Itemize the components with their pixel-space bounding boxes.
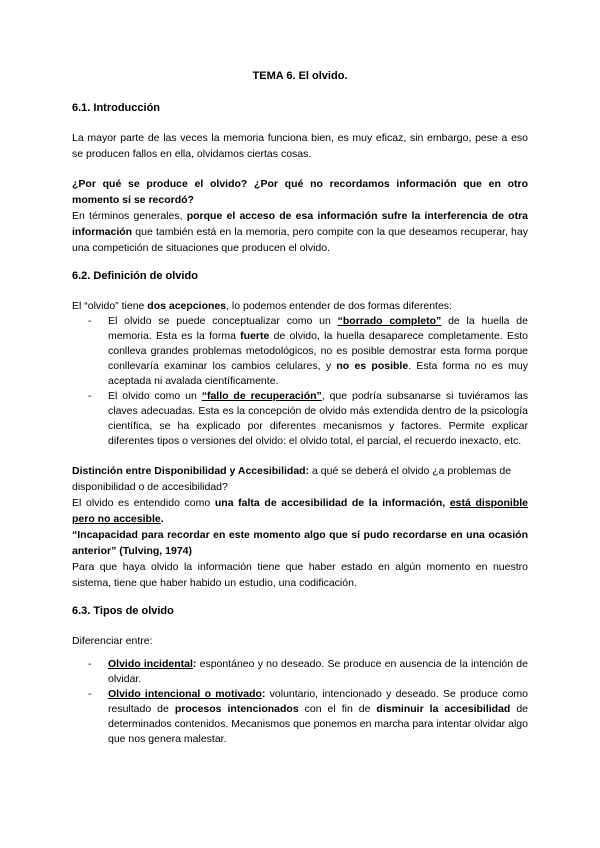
item-text: , que podría subsanarse si tuviéramos las claves adecuadas. Esta es la concepción de olvido más extendida dentro de la psicología científica, se ha explicado por diferentes mecanismos y factores. Permite explicar diferentes tipos o versiones del olvido: el olvido total, el parcial, el recuerdo inexacto, etc. — [108, 390, 528, 447]
types-intro: Diferenciar entre: — [72, 635, 153, 647]
type-colon: : — [261, 688, 266, 700]
type-text: espontáneo y no deseado. Se produce en ausencia de la intención de olvidar. — [108, 658, 528, 685]
list-item — [108, 687, 528, 747]
understood-bold: una falta de accesibilidad de la información, — [214, 497, 450, 509]
answer-text-bold: porque el acceso de esa información sufre la interferencia de otra información — [72, 210, 528, 238]
definition-intro — [72, 298, 528, 314]
definition-intro-bold: dos acepciones — [147, 300, 227, 312]
section-heading-intro: 6.1. Introducción — [72, 102, 161, 114]
type-text: de determinados contenidos. Mecanismos que ponemos en marcha para intentar olvidar algo que nos genera malestar. — [108, 703, 528, 745]
distinction-paragraph — [72, 463, 528, 495]
type-text: voluntario, intencionado y deseado. Se produce como resultado de — [108, 688, 528, 715]
document-page — [72, 70, 528, 747]
list-item — [108, 389, 528, 449]
item-text: El olvido como un — [108, 390, 202, 402]
item-text: de olvido, la huella desaparece completamente. Esto conlleva grandes problemas metodológicos, no es posible demostrar esta forma porque conllevaría examinar los cambios celulares, y — [108, 330, 528, 372]
understood-text: El olvido es entendido como — [72, 497, 215, 509]
item-text: de la huella de memoria. Esta es la forma — [108, 315, 528, 342]
type-name: Olvido incidental — [108, 658, 193, 670]
type-bold: procesos intencionados — [174, 703, 299, 715]
definition-list — [72, 314, 528, 449]
tulving-quote: “Incapacidad para recordar en este momento algo que sí pudo recordarse en una ocasión anterior” (Tulving, 1974) — [72, 529, 528, 557]
page-title: TEMA 6. El olvido. — [252, 70, 348, 82]
distinction-bold: Distinción entre Disponibilidad y Accesibilidad: — [72, 465, 310, 477]
list-item — [108, 314, 528, 389]
item-text: El olvido se puede conceptualizar como un — [108, 315, 338, 327]
item-text-bold: no es posible — [336, 360, 409, 372]
item-text: . Esta forma no es muy aceptada ni avalada científicamente. — [108, 360, 528, 387]
answer-text-c: que también está en la memoria, pero compite con la que deseamos recuperar, hay una competición de situaciones que producen el olvido. — [72, 226, 528, 254]
type-bold: disminuir la accesibilidad — [376, 703, 511, 715]
list-item — [108, 657, 528, 687]
type-name: Olvido intencional o motivado — [108, 688, 262, 700]
question-paragraph: ¿Por qué se produce el olvido? ¿Por qué no recordamos información que en otro momento sí se recordó? — [72, 178, 528, 206]
item-text-bold: fuerte — [240, 330, 270, 342]
type-text: con el fin de — [298, 703, 377, 715]
understood-paragraph — [72, 495, 528, 527]
definition-intro-c: , lo podemos entender de dos formas diferentes: — [226, 300, 452, 312]
understood-end: . — [160, 513, 164, 525]
understood-bold-underline: está disponible pero no accesible — [72, 497, 528, 525]
item-text-bold-underline: “borrado completo” — [337, 315, 442, 327]
type-colon: : — [192, 658, 197, 670]
distinction-text: a qué se deberá el olvido ¿a problemas de disponibilidad o de accesibilidad? — [72, 465, 512, 493]
forgetting-condition-paragraph: Para que haya olvido la información tiene que haber estado en algún momento en nuestro sistema, tiene que haber habido un estudio, una codificación. — [72, 561, 528, 589]
intro-paragraph: La mayor parte de las veces la memoria funciona bien, es muy eficaz, sin embargo, pese a eso se producen fallos en ella, olvidamos ciertas cosas. — [72, 132, 528, 160]
definition-intro-a: El “olvido” tiene — [72, 300, 148, 312]
types-list — [72, 657, 528, 747]
section-heading-definition: 6.2. Definición de olvido — [72, 270, 198, 282]
section-heading-types: 6.3. Tipos de olvido — [72, 605, 174, 617]
item-text-bold-underline: “fallo de recuperación” — [201, 390, 322, 402]
answer-paragraph — [72, 208, 528, 256]
answer-text-a: En términos generales, — [72, 210, 187, 222]
